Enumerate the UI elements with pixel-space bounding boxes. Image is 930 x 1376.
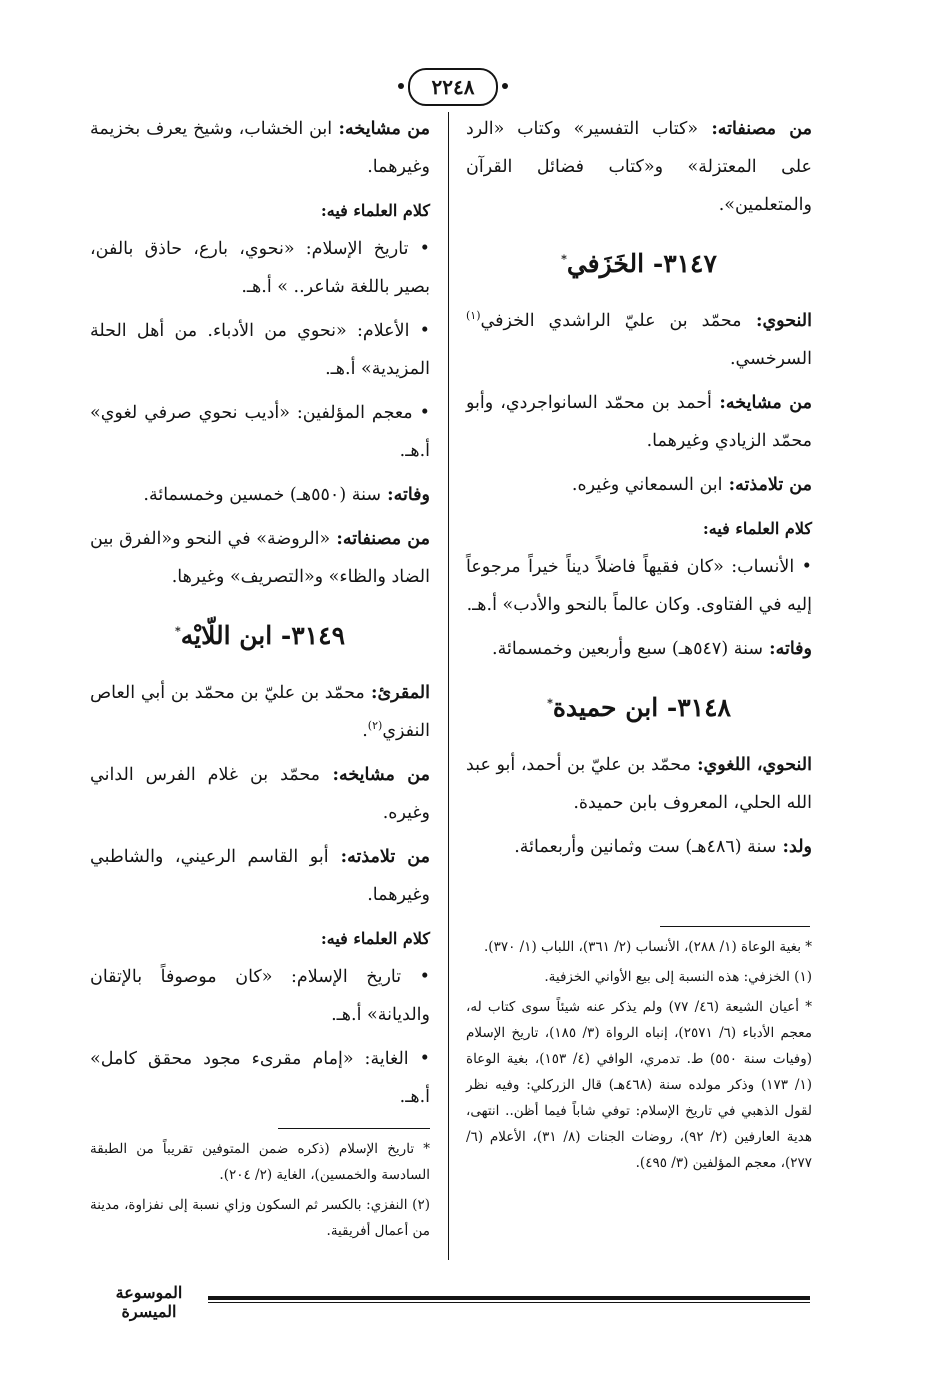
muqri-text: محمّد بن عليّ بن محمّد بن أبي العاص النفزي — [90, 683, 430, 741]
entry-title: ٣١٤٨- ابن حميدة — [552, 693, 731, 722]
talamidha-label: من تلامذته: — [722, 475, 812, 495]
footnote: * تاريخ الإسلام (ذكره ضمن المتوفين تقريباً من الطبقة السادسة والخمسين)، الغاية (٢/ ٢٠٤). — [90, 1141, 430, 1183]
works-label: من مصنفاته: — [698, 119, 812, 139]
scholars-remarks-label: كلام العلماء فيه: — [702, 519, 812, 538]
quote-tarikh-islam: • تاريخ الإسلام: «كان موصوفاً بالإتقان والديانة» أ.هـ. — [90, 958, 430, 1034]
nahwi-text: محمّد بن عليّ الراشدي الخزفي — [480, 311, 742, 331]
works-paragraph — [466, 110, 812, 224]
talamidha-paragraph — [90, 838, 430, 914]
death-text: سنة (٥٤٧هـ) سبع وأربعين وخمسمائة. — [492, 639, 764, 659]
shuyukh-text: أحمد بن محمّد السانواجردي، وأبو محمّد الزيادي وغيرهما. — [466, 393, 812, 451]
footer-rule — [208, 1296, 810, 1300]
page-number: ٢٢٤٨ — [408, 68, 498, 106]
source-asterisk: * — [561, 252, 567, 266]
quote-tarikh-islam: • تاريخ الإسلام: «نحوي، بارع، حاذق بالفن، بصير باللغة شاعر.. » أ.هـ. — [90, 230, 430, 306]
death-label: وفاته: — [381, 485, 430, 505]
quote-ghaya: • الغاية: «إمام مقرىء مجود محقق كامل» أ.هـ. — [90, 1040, 430, 1116]
shuyukh-paragraph — [90, 756, 430, 832]
works-text: «كتاب التفسير» وكتاب «الرد على المعتزلة» و«كتاب فضائل القرآن والمتعلمين». — [466, 119, 812, 215]
entry-heading-3149 — [90, 614, 430, 658]
muqri-label: المقرئ: — [364, 683, 430, 703]
left-column — [90, 110, 430, 1122]
death-paragraph — [466, 630, 812, 668]
works-text: «الروضة» في النحو و«الفرق بين الضاد والظاء» و«التصريف» وغيرها. — [90, 529, 430, 587]
scholars-remarks-label: كلام العلماء فيه: — [320, 201, 430, 220]
muqri-tail: . — [362, 721, 368, 741]
birth-label: ولد: — [776, 837, 812, 857]
column-divider — [448, 112, 449, 1260]
talamidha-text: ابن السمعاني وغيره. — [571, 475, 723, 495]
footnote-ref: (٢) — [367, 719, 383, 733]
works-paragraph — [90, 520, 430, 596]
talamidha-text: أبو القاسم الرعيني، والشاطبي وغيرهما. — [90, 847, 430, 905]
nahwi-label: النحوي، اللغوي: — [690, 755, 812, 775]
shuyukh-paragraph — [466, 384, 812, 460]
footnote: (١) الخزفي: هذه النسبة إلى بيع الأواني الخزفية. — [544, 969, 812, 985]
footnote-ref: (١) — [466, 309, 481, 323]
nahwi-paragraph — [466, 302, 812, 378]
birth-paragraph — [466, 828, 812, 866]
nahwi-paragraph — [466, 746, 812, 822]
footnotes-left — [90, 1136, 430, 1248]
talamidha-paragraph — [466, 466, 812, 504]
footnote: (٢) النفزي: بالكسر ثم السكون وزاي نسبة إلى نفزاوة، مدينة من أعمال أفريقية. — [90, 1197, 430, 1239]
quote-mujam: • معجم المؤلفين: «أديب نحوي صرفي لغوي» أ.هـ. — [90, 394, 430, 470]
works-label: من مصنفاته: — [330, 529, 430, 549]
entry-heading-3148 — [466, 686, 812, 730]
quote-ansab: • الأنساب: «كان فقيهاً فاضلاً ديناً خيراً مرجوعاً إليه في الفتاوى. وكان عالماً بالنحو والأدب» أ.هـ. — [466, 548, 812, 624]
quote-alam: • الأعلام: «نحوي من الأدباء. من أهل الحلة المزيدية» أ.هـ. — [90, 312, 430, 388]
shuyukh-label: من مشايخه: — [711, 393, 812, 413]
death-text: سنة (٥٥٠هـ) خمسين وخمسمائة. — [143, 485, 382, 505]
footnote-separator — [660, 926, 810, 927]
talamidha-label: من تلامذته: — [328, 847, 431, 867]
footnote-separator — [278, 1128, 430, 1129]
book-title: الموسوعة الميسرة — [115, 1283, 183, 1321]
source-asterisk: * — [547, 696, 553, 710]
footer-rule-thin — [208, 1302, 810, 1303]
nahwi-label: النحوي: — [741, 311, 812, 331]
entry-title: ٣١٤٩- ابن اللّايْه — [180, 621, 346, 650]
source-asterisk: * — [174, 624, 181, 638]
death-paragraph — [90, 476, 430, 514]
footnotes-right — [466, 934, 812, 1180]
entry-heading-3147 — [466, 242, 812, 286]
shuyukh-text: محمّد بن غلام الفرس الداني وغيره. — [90, 765, 430, 823]
entry-title: ٣١٤٧- الخَزَفي — [566, 249, 717, 278]
footnote: * أعيان الشيعة (٤٦/ ٧٧) ولم يذكر عنه شيئاً سوى كتاب له، معجم الأدباء (٦/ ٢٥٧١)، إنباه الرواة (٣/ ١٨٥)، تاريخ الإسلام (وفيات سنة ٥٥٠) ط. تدمري، الوافي (٤/ ١٥٣)، بغية الوعاة (١/ ١٧٣) وذكر مولده سنة (٤٦٨هـ) قال الزركلي: وفيه نظر لقول الذهبي في تاريخ الإسلام: توفي شاباً فيما أظن.. انتهى، هدية العارفين (٢/ ٩٢)، روضات الجنات (٨/ ٣١)، الأعلام (٦/ ٢٧٧)، معجم المؤلفين (٣/ ٤٩٥). — [466, 999, 813, 1171]
footnote: * بغية الوعاة (١/ ٢٨٨)، الأنساب (٢/ ٣٦١)، اللباب (١/ ٣٧٠). — [484, 939, 812, 955]
shuyukh-label: من مشايخه: — [332, 119, 430, 139]
death-label: وفاته: — [763, 639, 812, 659]
shuyukh-text: ابن الخشاب، وشيخ يعرف بخزيمة وغيرهما. — [90, 119, 430, 177]
right-column — [466, 110, 812, 872]
nahwi-text: محمّد بن عليّ بن أحمد، أبو عبد الله الحلي، المعروف بابن حميدة. — [466, 755, 812, 813]
shuyukh-paragraph — [90, 110, 430, 186]
nahwi-tail: السرخسي. — [729, 349, 812, 369]
scholars-remarks-label: كلام العلماء فيه: — [320, 929, 430, 948]
birth-text: سنة (٤٨٦هـ) ست وثمانين وأربعمائة. — [514, 837, 777, 857]
muqri-paragraph — [90, 674, 430, 750]
shuyukh-label: من مشايخه: — [320, 765, 430, 785]
